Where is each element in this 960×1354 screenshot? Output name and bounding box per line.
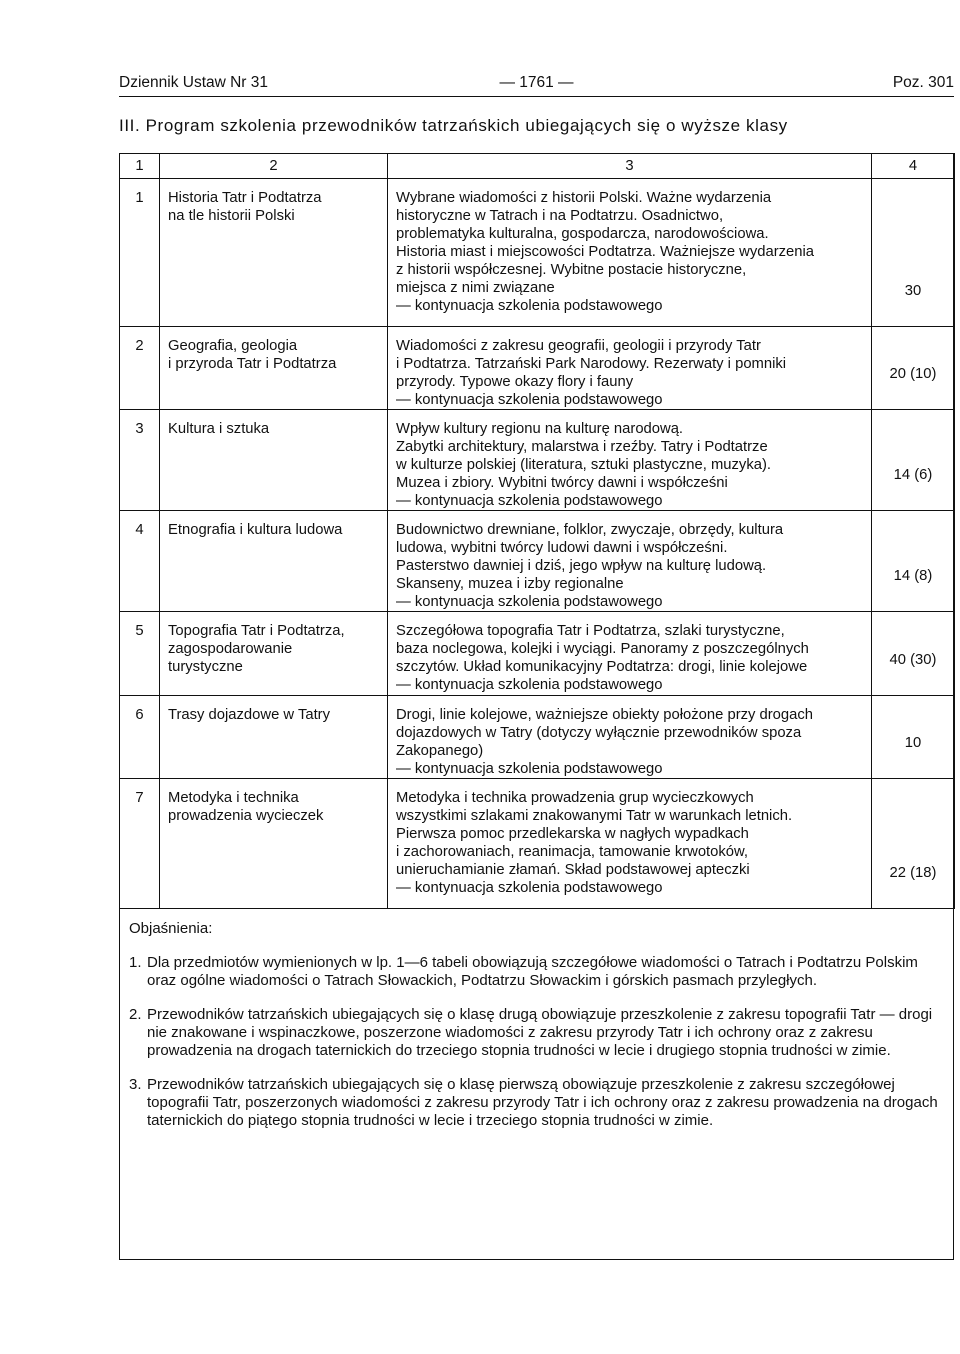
explanation-text: Przewodników tatrzańskich ubiegających się o klasę drugą obowiązuje przeszkolenie z zakresu topografii Tatr — drogi nie znakowane i wspinaczkowe, poszerzone wiadomości z zakresu przyrody Tatr i ich ochrony oraz z zakresu prowadzenia na drogach taternickich do trzeciego stopnia trudności w lecie i drugiego stopnia trudności w zimie. [147,1006,933,1059]
row-number [120,779,160,909]
content-line: — kontynuacja szkolenia podstawowego [396,298,663,314]
program-table [119,153,955,909]
column-header: 4 [872,154,955,179]
row-number-text: 7 [135,790,144,806]
hours-value: 40 (30) [889,652,937,668]
content-line: przyrody. Typowe okazy flory i fauny [396,374,634,390]
hours-value: 22 (18) [889,865,937,881]
subject-cell [160,696,388,779]
subject-line: Kultura i sztuka [168,421,270,437]
subject-line: turystyczne [168,659,243,675]
explanation-number: 1. [129,954,142,971]
content-line: z historii współczesnej. Wybitne postacie historyczne, [396,262,747,278]
explanation-text: Dla przedmiotów wymienionych w lp. 1—6 tabeli obowiązują szczegółowe wiadomości o Tatrach i Podtatrzu Polskim oraz ogólne wiadomości o Tatrach Słowackich, Podtatrzu Słowackim i górskich pasmach przyległych. [147,954,918,989]
explanation-item [129,1006,941,1060]
page-number: — 1761 — [499,74,574,91]
explanation-item [129,954,941,990]
content-line: wszystkimi szlakami znakowanymi Tatr w warunkach letnich. [396,808,793,824]
explanation-number: 2. [129,1006,142,1023]
content-line: historyczne w Tatrach i na Podtatrzu. Osadnictwo, [396,208,724,224]
row-number [120,410,160,511]
content-line: i Podtatrza. Tatrzański Park Narodowy. Rezerwaty i pomniki [396,356,787,372]
explanation-item [129,1076,941,1130]
hours-value: 30 [904,283,922,299]
table-header-row [120,154,955,179]
hours-cell [872,410,955,511]
content-line: baza noclegowa, kolejki i wyciągi. Panoramy z poszczególnych [396,641,809,657]
subject-line: Topografia Tatr i Podtatrza, [168,623,345,639]
table-row [120,612,955,696]
content-line: — kontynuacja szkolenia podstawowego [396,493,663,509]
row-number [120,511,160,612]
subject-line: Etnografia i kultura ludowa [168,522,343,538]
hours-value: 10 [904,735,922,751]
subject-cell [160,179,388,327]
content-cell [388,327,872,410]
column-header: 1 [120,154,160,179]
page-header [119,74,954,97]
content-line: — kontynuacja szkolenia podstawowego [396,392,663,408]
subject-line: zagospodarowanie [168,641,293,657]
subject-cell [160,410,388,511]
content-cell [388,511,872,612]
column-header: 2 [160,154,388,179]
hours-cell [872,179,955,327]
table-row [120,327,955,410]
position-number: Poz. 301 [892,74,954,91]
section-title: III. Program szkolenia przewodników tatrzańskich ubiegających się o wyższe klasy [119,116,788,135]
content-line: miejsca z nimi związane [396,280,555,296]
content-line: Drogi, linie kolejowe, ważniejsze obiekty położone przy drogach [396,707,814,723]
subject-cell [160,779,388,909]
content-line: Pasterstwo dawniej i dziś, jego wpływ na kulturę ludową. [396,558,767,574]
subject-cell [160,511,388,612]
row-number-text: 4 [135,522,144,538]
table-row [120,696,955,779]
hours-value: 14 (6) [893,467,933,483]
row-number-text: 3 [135,421,144,437]
content-line: Historia miast i miejscowości Podtatrza. Ważniejsze wydarzenia [396,244,815,260]
content-line: dojazdowych w Tatry (dotyczy wyłącznie przewodników spoza [396,725,802,741]
subject-line: Geografia, geologia [168,338,298,354]
hours-cell [872,327,955,410]
content-cell [388,612,872,696]
content-line: unieruchamianie złamań. Skład podstawowej apteczki [396,862,750,878]
content-line: Muzea i zbiory. Wybitni twórcy dawni i współcześni [396,475,728,491]
hours-cell [872,779,955,909]
hours-cell [872,612,955,696]
content-line: ludowa, wybitni twórcy ludowi dawni i współcześni. [396,540,728,556]
content-line: i zachorowaniach, reanimacja, tamowanie krwotoków, [396,844,749,860]
table-row [120,179,955,327]
table-row [120,410,955,511]
column-header: 3 [388,154,872,179]
content-line: Pierwsza pomoc przedlekarska w nagłych wypadkach [396,826,749,842]
subject-line: Metodyka i technika [168,790,299,806]
content-line: Wpływ kultury regionu na kulturę narodową. [396,421,684,437]
content-line: — kontynuacja szkolenia podstawowego [396,880,663,896]
program-frame [119,153,954,1260]
subject-line: prowadzenia wycieczek [168,808,324,824]
row-number-text: 6 [135,707,144,723]
hours-cell [872,696,955,779]
row-number [120,612,160,696]
content-line: — kontynuacja szkolenia podstawowego [396,677,663,693]
content-line: Skanseny, muzea i izby regionalne [396,576,624,592]
content-cell [388,779,872,909]
row-number-text: 2 [135,338,144,354]
row-number-text: 1 [135,190,144,206]
row-number-text: 5 [135,623,144,639]
row-number [120,696,160,779]
subject-line: i przyroda Tatr i Podtatrza [168,356,337,372]
content-line: w kulturze polskiej (literatura, sztuki plastyczne, muzyka). [396,457,771,473]
content-line: Szczegółowa topografia Tatr i Podtatrza, szlaki turystyczne, [396,623,785,639]
content-line: Wiadomości z zakresu geografii, geologii i przyrody Tatr [396,338,761,354]
hours-value: 14 (8) [893,568,933,584]
subject-line: Trasy dojazdowe w Tatry [168,707,331,723]
content-line: Wybrane wiadomości z historii Polski. Ważne wydarzenia [396,190,772,206]
explanation-text: Przewodników tatrzańskich ubiegających się o klasę pierwszą obowiązuje przeszkolenie z zakresu szczegółowej topografii Tatr, poszerzonych wiadomości z zakresu przyrody Tatr i ich ochrony oraz z zakresu prowadzenia na drogach taternickich do piątego stopnia trudności w lecie i trzeciego stopnia trudności w zimie. [147,1076,938,1129]
content-line: Zabytki architektury, malarstwa i rzeźby. Tatry i Podtatrze [396,439,768,455]
subject-cell [160,612,388,696]
content-line: Zakopanego) [396,743,484,759]
subject-line: na tle historii Polski [168,208,295,224]
explanations-heading: Objaśnienia: [129,920,213,937]
subject-line: Historia Tatr i Podtatrza [168,190,322,206]
hours-value: 20 (10) [889,366,937,382]
row-number [120,179,160,327]
explanations [129,920,941,1146]
content-line: Budownictwo drewniane, folklor, zwyczaje, obrzędy, kultura [396,522,784,538]
journal-name: Dziennik Ustaw Nr 31 [119,74,269,91]
hours-cell [872,511,955,612]
content-cell [388,179,872,327]
content-line: Metodyka i technika prowadzenia grup wycieczkowych [396,790,754,806]
table-row [120,779,955,909]
content-cell [388,696,872,779]
subject-cell [160,327,388,410]
explanation-number: 3. [129,1076,142,1093]
table-row [120,511,955,612]
content-cell [388,410,872,511]
content-line: — kontynuacja szkolenia podstawowego [396,761,663,777]
content-line: — kontynuacja szkolenia podstawowego [396,594,663,610]
content-line: problematyka kulturalna, gospodarcza, narodowościowa. [396,226,769,242]
content-line: szczytów. Układ komunikacyjny Podtatrza: drogi, linie kolejowe [396,659,808,675]
row-number [120,327,160,410]
